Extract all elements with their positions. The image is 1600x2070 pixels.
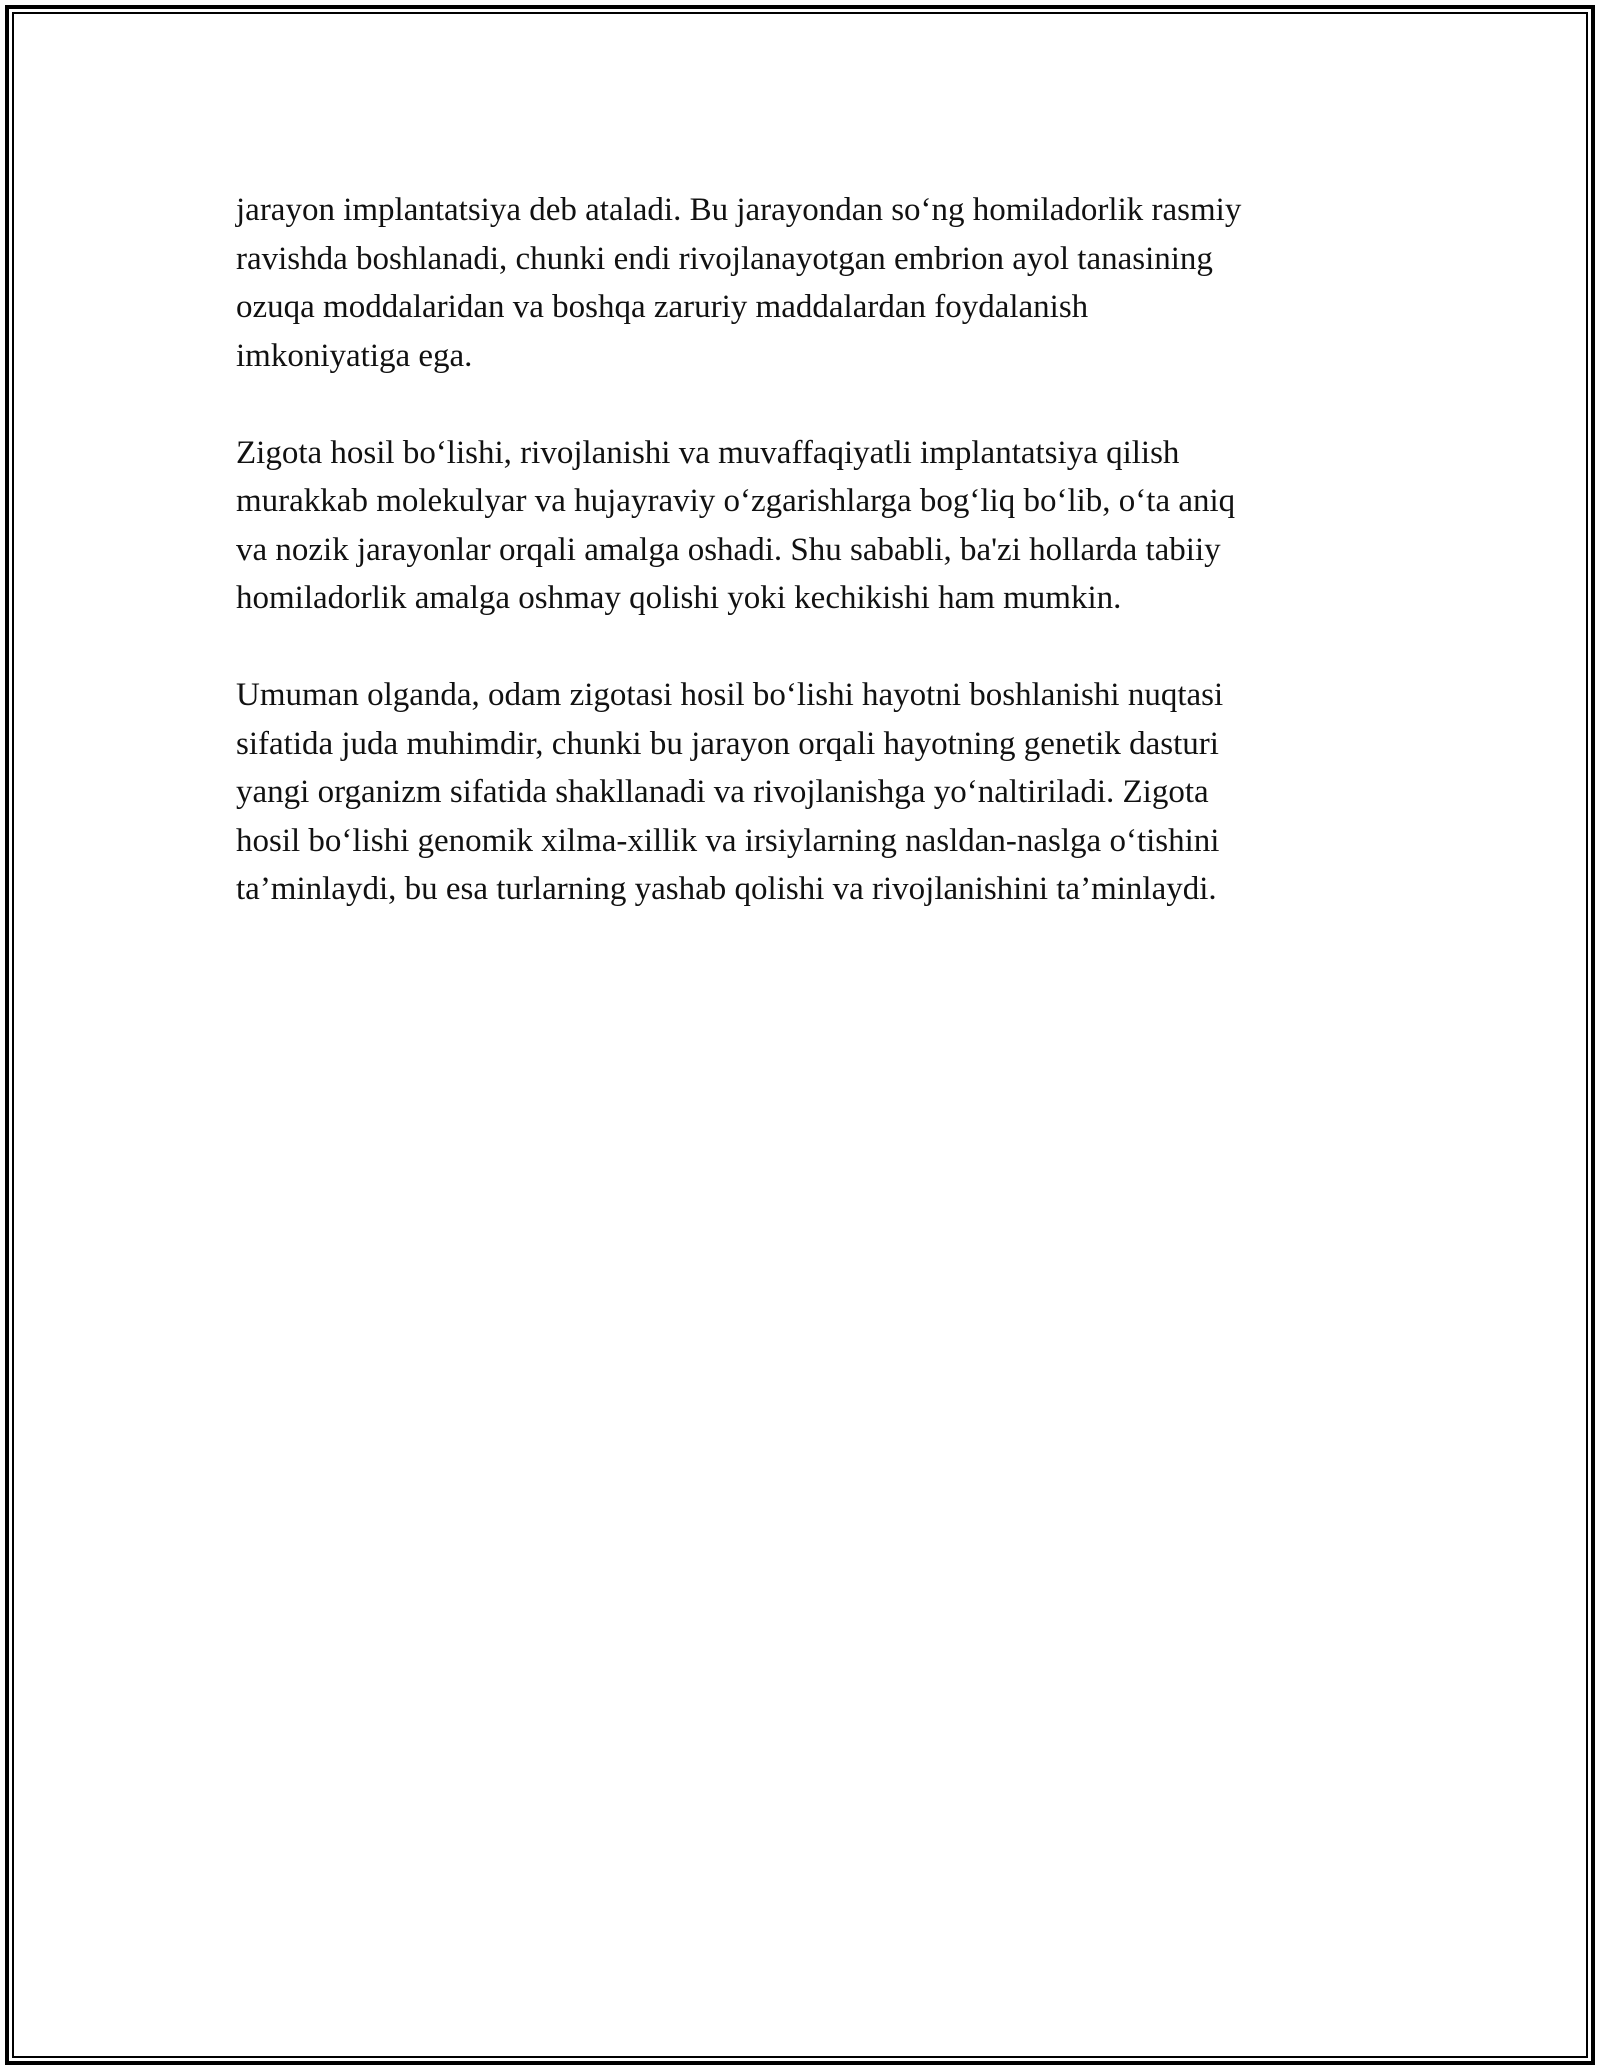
text-line: Zigota hosil bo‘lishi, rivojlanishi va muvaffaqiyatli implantatsiya qilish xyxy=(236,434,1180,471)
paragraph-conclusion xyxy=(236,671,1366,914)
text-line: va nozik jarayonlar orqali amalga oshadi. Shu sababli, ba'zi hollarda tabiiy xyxy=(236,531,1221,568)
text-line: murakkab molekulyar va hujayraviy o‘zgarishlarga bog‘liq bo‘lib, o‘ta aniq xyxy=(236,483,1236,519)
text-line: hosil bo‘lishi genomik xilma-xillik va irsiylarning nasldan-naslga o‘tishini xyxy=(236,822,1220,859)
text-line: ozuqa moddalaridan va boshqa zaruriy maddalardan foydalanish xyxy=(236,289,1089,325)
text-line: imkoniyatiga ega. xyxy=(236,337,473,374)
document-body xyxy=(236,186,1366,962)
text-line: sifatida juda muhimdir, chunki bu jarayon orqali hayotning genetik dasturi xyxy=(236,725,1219,762)
text-line: yangi organizm sifatida shakllanadi va rivojlanishga yo‘naltiriladi. Zigota xyxy=(236,774,1209,810)
text-line: ravishda boshlanadi, chunki endi rivojlanayotgan embrion ayol tanasining xyxy=(236,240,1213,277)
text-line: homiladorlik amalga oshmay qolishi yoki kechikishi ham mumkin. xyxy=(236,580,1122,616)
paragraph-zygote-development xyxy=(236,429,1366,623)
text-line: jarayon implantatsiya deb ataladi. Bu jarayondan so‘ng homiladorlik rasmiy xyxy=(236,192,1242,228)
paragraph-implantation xyxy=(236,186,1366,380)
text-line: Umuman olganda, odam zigotasi hosil bo‘lishi hayotni boshlanishi nuqtasi xyxy=(236,677,1224,713)
text-line: ta’minlaydi, bu esa turlarning yashab qolishi va rivojlanishini ta’minlaydi. xyxy=(236,871,1217,907)
